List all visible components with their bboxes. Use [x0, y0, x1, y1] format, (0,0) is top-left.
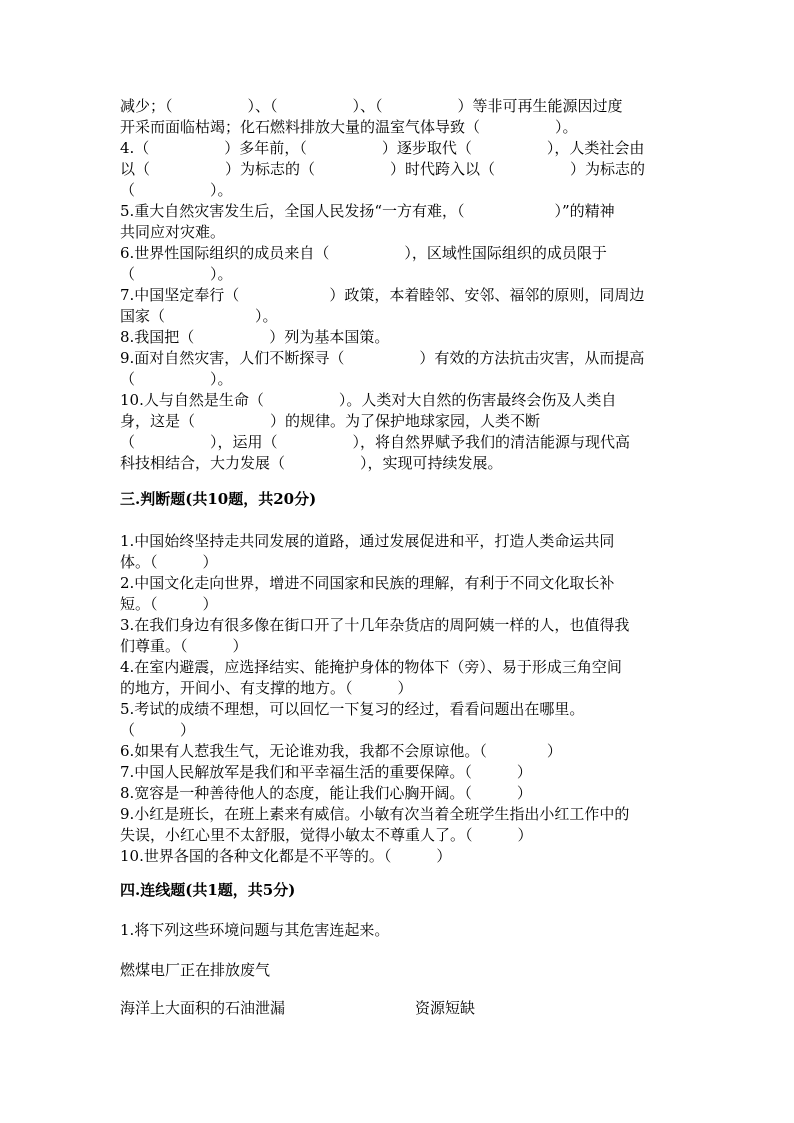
fill-line-2: 开采而面临枯竭；化石燃料排放大量的温室气体导致（ ）。 [120, 118, 578, 136]
fill-line-18: 科技相结合，大力发展（ ），实现可持续发展。 [120, 454, 503, 472]
judgment-line-3: 2.中国文化走向世界，增进不同国家和民族的理解，有利于不同文化取长补 [120, 574, 615, 592]
judgment-line-11: 6.如果有人惹我生气，无论谁劝我，我都不会原谅他。（ ） [120, 742, 562, 760]
judgment-line-2: 体。（ ） [120, 553, 218, 571]
fill-line-7: 共同应对灾难。 [120, 223, 226, 241]
fill-line-16: 身，这是（ ）的规律。为了保护地球家园，人类不断 [120, 412, 541, 430]
fill-line-6: 5.重大自然灾害发生后，全国人民发扬“一方有难，（ ）”的精神 [120, 202, 615, 220]
judgment-line-9: 5.考试的成绩不理想，可以回忆一下复习的经过，看看问题出在哪里。 [120, 700, 585, 718]
fill-line-4: 以（ ）为标志的（ ）时代跨入以（ ）为标志的 [120, 160, 646, 178]
judgment-line-16: 10.世界各国的各种文化都是不平等的。（ ） [120, 847, 452, 865]
judgment-line-5: 3.在我们身边有很多像在街口开了十几年杂货店的周阿姨一样的人，也值得我 [120, 616, 630, 634]
fill-line-8: 6.世界性国际组织的成员来自（ ），区域性国际组织的成员限于 [120, 244, 607, 262]
judgment-line-12: 7.中国人民解放军是我们和平幸福生活的重要保障。（ ） [120, 763, 532, 781]
judgment-line-8: 的地方，开间小、有支撑的地方。（ ） [120, 679, 413, 697]
fill-line-15: 10.人与自然是生命（ ）。人类对大自然的伤害最终会伤及人类自 [120, 391, 617, 409]
judgment-line-6: 们尊重。（ ） [120, 637, 248, 655]
section-heading-judgment: 三.判断题(共10题，共20分) [120, 490, 317, 508]
fill-line-5: （ ）。 [120, 181, 233, 199]
fill-line-17: （ ），运用（ ），将自然界赋予我们的清洁能源与现代高 [120, 433, 631, 451]
matching-right-item: 资源短缺 [415, 999, 476, 1017]
judgment-line-10: （ ） [120, 721, 196, 739]
matching-left-item: 海洋上大面积的石油泄漏 [120, 999, 286, 1017]
judgment-line-13: 8.宽容是一种善待他人的态度，能让我们心胸开阔。（ ） [120, 784, 532, 802]
judgment-line-7: 4.在室内避震，应选择结实、能掩护身体的物体下（旁）、易于形成三角空间 [120, 658, 622, 676]
fill-line-11: 国家（ ）。 [120, 307, 278, 325]
fill-line-14: （ ）。 [120, 370, 233, 388]
fill-line-10: 7.中国坚定奉行（ ）政策，本着睦邻、安邻、福邻的原则，同周边 [120, 286, 645, 304]
matching-left-item: 燃煤电厂正在排放废气 [120, 961, 271, 979]
fill-line-12: 8.我国把（ ）列为基本国策。 [120, 328, 390, 346]
section-heading-matching: 四.连线题(共1题，共5分) [120, 881, 296, 899]
judgment-line-1: 1.中国始终坚持走共同发展的道路，通过发展促进和平，打造人类命运共同 [120, 532, 615, 550]
fill-line-13: 9.面对自然灾害，人们不断探寻（ ）有效的方法抗击灾害，从而提高 [120, 349, 645, 367]
judgment-line-14: 9.小红是班长，在班上素来有威信。小敏有次当着全班学生指出小红工作中的 [120, 805, 630, 823]
fill-line-3: 4.（ ）多年前，（ ）逐步取代（ ），人类社会由 [120, 139, 645, 157]
fill-line-9: （ ）。 [120, 265, 233, 283]
matching-instruction: 1.将下列这些环境问题与其危害连起来。 [120, 921, 390, 939]
judgment-line-4: 短。（ ） [120, 595, 218, 613]
fill-line-1: 减少；（ ）、（ ）、（ ）等非可再生能源因过度 [120, 97, 623, 115]
judgment-line-15: 失误，小红心里不太舒服，觉得小敏太不尊重人了。（ ） [120, 826, 533, 844]
